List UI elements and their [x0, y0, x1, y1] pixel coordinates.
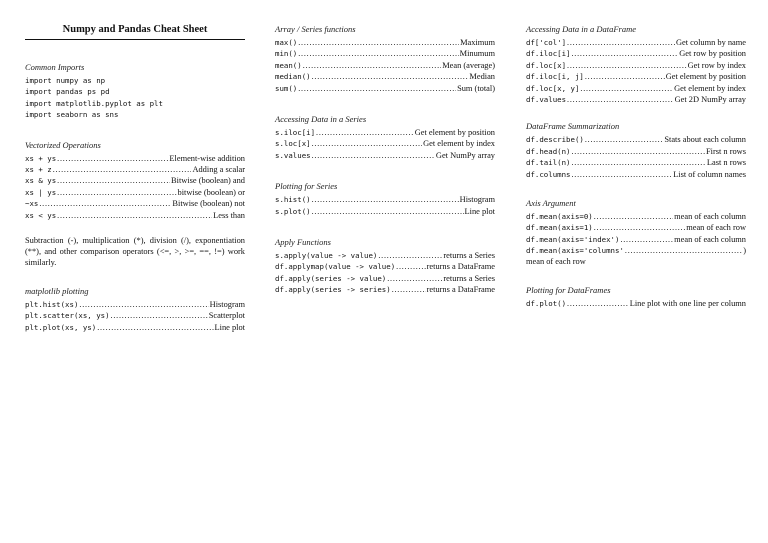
dot-leader — [567, 94, 674, 105]
entry-desc: Line plot — [464, 206, 495, 216]
entry-row — [25, 198, 245, 209]
entry-desc: Bitwise (boolean) not — [172, 199, 245, 209]
entry-code: df.apply(series -> series) — [275, 285, 391, 295]
entry-row — [526, 169, 746, 180]
entry-row — [526, 134, 746, 145]
entry-row — [526, 157, 746, 168]
dot-leader — [567, 37, 675, 48]
entry-code: xs + ys — [25, 153, 57, 163]
section-heading: Axis Argument — [526, 197, 576, 208]
entry-row — [526, 60, 746, 71]
section-heading: Vectorized Operations — [25, 139, 101, 150]
entry-row — [275, 250, 495, 261]
dot-leader — [111, 310, 208, 321]
entry-desc: Get column by name — [675, 38, 746, 47]
entry-code: df.iloc[i, j] — [526, 72, 584, 82]
entry-desc: Element-wise addition — [169, 153, 245, 163]
dot-leader — [312, 206, 464, 217]
column-1 — [25, 24, 245, 333]
dot-leader — [378, 250, 442, 261]
dot-leader — [572, 48, 679, 59]
entry-row — [526, 71, 746, 82]
dot-leader — [57, 175, 170, 186]
entry-row — [25, 299, 245, 310]
entry-row — [275, 206, 495, 217]
section-matplotlib-plotting — [25, 286, 245, 333]
entry-row — [526, 37, 746, 48]
dot-leader — [572, 146, 705, 157]
entry-row — [275, 127, 495, 138]
entry-desc: returns a DataFrame — [426, 262, 495, 272]
section-series-access — [275, 114, 495, 161]
dot-leader — [79, 299, 208, 310]
dot-leader — [312, 150, 435, 161]
entry-row — [526, 211, 746, 222]
entry-code: ~xs — [25, 199, 39, 209]
entry-desc: mean of each column — [674, 234, 746, 244]
entry-desc: returns a DataFrame — [426, 285, 495, 295]
entry-desc: Get row by position — [679, 49, 746, 59]
import-line: import seaborn as sns — [25, 110, 119, 120]
dot-leader — [572, 169, 673, 180]
entry-desc: mean of each column — [674, 211, 746, 221]
section-heading: Common Imports — [25, 62, 85, 72]
entry-code: df.tail(n) — [526, 158, 571, 168]
section-dataframe-access — [526, 24, 746, 105]
page-title: Numpy and Pandas Cheat Sheet — [25, 24, 245, 40]
entry-code: df.iloc[i] — [526, 49, 571, 59]
import-line: import matplotlib.pyplot as plt — [25, 98, 163, 108]
section-heading: Plotting for DataFrames — [526, 285, 611, 296]
entry-row — [275, 83, 495, 94]
dot-leader — [567, 298, 629, 309]
dot-leader — [567, 60, 687, 71]
dot-leader — [312, 71, 469, 82]
entry-row — [526, 83, 746, 94]
section-axis-argument — [526, 198, 746, 268]
entry-desc: Get 2D NumPy array — [674, 94, 746, 104]
dot-leader — [298, 37, 459, 48]
entry-desc: mean of each row — [686, 223, 746, 233]
entry-desc: returns a Series — [443, 273, 495, 283]
entry-code: max() — [275, 38, 298, 47]
dot-leader — [57, 210, 212, 221]
entry-row — [526, 94, 746, 105]
entry-row — [526, 146, 746, 157]
dot-leader — [572, 157, 706, 168]
dot-leader — [594, 211, 673, 222]
entry-desc: Less than — [213, 210, 245, 220]
dot-leader — [57, 187, 176, 198]
entry-code: df.describe() — [526, 135, 584, 145]
entry-row — [275, 150, 495, 161]
dot-leader — [312, 138, 423, 149]
section-common-imports — [25, 62, 245, 121]
dot-leader — [585, 71, 665, 82]
entry-desc: Get NumPy array — [435, 150, 495, 160]
entry-code: df.mean(axis=0) — [526, 211, 593, 221]
entry-row — [275, 37, 495, 48]
entry-code: xs + z — [25, 164, 52, 174]
dot-leader — [625, 245, 742, 256]
entry-code: df.columns — [526, 169, 571, 179]
entry-row — [275, 60, 495, 71]
dot-leader — [39, 198, 171, 209]
entry-row — [25, 310, 245, 321]
entry-row — [25, 210, 245, 221]
entry-desc: Bitwise (boolean) and — [171, 176, 245, 186]
entry-code: s.hist() — [275, 195, 311, 205]
entry-desc: Mean (average) — [442, 60, 495, 70]
dot-leader — [392, 284, 426, 295]
dot-leader — [57, 153, 168, 164]
entry-desc: Get row by index — [687, 60, 746, 70]
entry-row — [275, 138, 495, 149]
entry-code: df.loc[x] — [526, 60, 567, 70]
entry-desc: Get element by position — [414, 127, 495, 137]
entry-code: df.loc[x, y] — [526, 83, 580, 93]
section-series-plotting — [275, 181, 495, 217]
entry-code: df.plot() — [526, 299, 567, 309]
entry-row — [275, 273, 495, 284]
dot-leader — [303, 60, 442, 71]
section-vectorized-operations — [25, 140, 245, 268]
entry-code: xs < ys — [25, 210, 57, 220]
entry-code: mean() — [275, 60, 302, 70]
section-heading: DataFrame Summarization — [526, 121, 620, 132]
section-heading: Accessing Data in a Series — [275, 113, 367, 124]
section-heading: Array / Series functions — [275, 24, 356, 34]
entry-code: s.iloc[i] — [275, 127, 316, 137]
entry-row — [526, 222, 746, 233]
entry-desc: First n rows — [705, 146, 746, 156]
entry-code: df.apply(series -> value) — [275, 273, 387, 283]
dot-leader — [396, 261, 425, 272]
dot-leader — [620, 234, 673, 245]
entry-row — [275, 48, 495, 59]
entry-code: df.mean(axis='index') — [526, 234, 620, 244]
dot-leader — [53, 164, 192, 175]
entry-desc: Stats about each column — [664, 135, 746, 145]
section-dataframe-plotting — [526, 285, 746, 309]
entry-desc: ) — [743, 246, 746, 256]
entry-desc: Maximum — [460, 38, 495, 47]
entry-row — [526, 48, 746, 59]
entry-row — [526, 234, 746, 245]
entry-desc: Histogram — [209, 299, 245, 309]
entry-code: s.loc[x] — [275, 139, 311, 149]
entry-row — [275, 284, 495, 295]
entry-code: df.mean(axis=1) — [526, 223, 593, 233]
dot-leader — [298, 48, 458, 59]
entry-row — [25, 322, 245, 333]
dot-leader — [387, 273, 442, 284]
entry-row — [526, 298, 746, 309]
entry-desc: returns a Series — [443, 250, 495, 260]
entry-row — [25, 153, 245, 164]
entry-desc: Minumum — [459, 49, 495, 59]
entry-desc: Scatterplot — [208, 311, 245, 321]
section-apply-functions — [275, 237, 495, 296]
dot-leader — [585, 134, 664, 145]
column-3 — [526, 24, 746, 310]
entry-code: s.values — [275, 150, 311, 160]
entry-code: df.mean(axis='columns' — [526, 246, 624, 256]
operators-note: Subtraction (-), multiplication (*), division (/), exponentiation (**), and other comparison operators (<=, >, >=, ==, !=) work similarly. — [25, 235, 245, 267]
section-array-series-functions — [275, 24, 495, 94]
entry-code: median() — [275, 72, 311, 82]
entry-desc: Adding a scalar — [192, 164, 245, 174]
entry-code: plt.scatter(xs, ys) — [25, 311, 110, 321]
entry-desc: Sum (total) — [457, 83, 495, 93]
entry-desc: List of column names — [673, 169, 746, 179]
entry-desc-continued: mean of each row — [526, 257, 586, 267]
dot-leader — [580, 83, 673, 94]
column-2 — [275, 24, 495, 295]
entry-code: min() — [275, 49, 298, 59]
entry-row — [275, 194, 495, 205]
entry-desc: Median — [469, 72, 495, 82]
entry-code: df['col'] — [526, 38, 567, 47]
dot-leader — [316, 127, 414, 138]
import-line: import numpy as np — [25, 76, 106, 85]
entry-row — [25, 175, 245, 186]
section-heading: matplotlib plotting — [25, 285, 89, 296]
entry-desc: Line plot with one line per column — [629, 299, 746, 309]
import-line: import pandas ps pd — [25, 87, 110, 97]
section-heading: Plotting for Series — [275, 181, 338, 192]
entry-code: s.plot() — [275, 206, 311, 216]
entry-code: s.apply(value -> value) — [275, 250, 378, 260]
entry-desc: Line plot — [214, 322, 245, 332]
dot-leader — [594, 222, 685, 233]
entry-row — [526, 245, 746, 256]
entry-code: df.head(n) — [526, 146, 571, 156]
dot-leader — [298, 83, 456, 94]
entry-code: plt.hist(xs) — [25, 299, 79, 309]
entry-desc: Get element by index — [423, 139, 495, 149]
entry-code: plt.plot(xs, ys) — [25, 322, 97, 332]
entry-code: sum() — [275, 83, 298, 93]
section-heading: Accessing Data in a DataFrame — [526, 24, 637, 34]
entry-code: xs & ys — [25, 176, 57, 186]
entry-desc: bitwise (boolean) or — [177, 187, 245, 197]
entry-code: df.values — [526, 94, 567, 104]
entry-desc: Get element by index — [674, 83, 746, 93]
entry-code: df.applymap(value -> value) — [275, 262, 396, 272]
entry-desc: Histogram — [459, 195, 495, 205]
dot-leader — [312, 194, 459, 205]
entry-code: xs | ys — [25, 187, 57, 197]
entry-desc: Last n rows — [706, 158, 746, 168]
section-heading: Apply Functions — [275, 236, 331, 247]
dot-leader — [97, 322, 213, 333]
entry-row — [25, 164, 245, 175]
entry-desc: Get element by position — [665, 72, 746, 82]
entry-row — [275, 261, 495, 272]
entry-row — [275, 71, 495, 82]
section-dataframe-summarization — [526, 121, 746, 180]
entry-row — [25, 187, 245, 198]
